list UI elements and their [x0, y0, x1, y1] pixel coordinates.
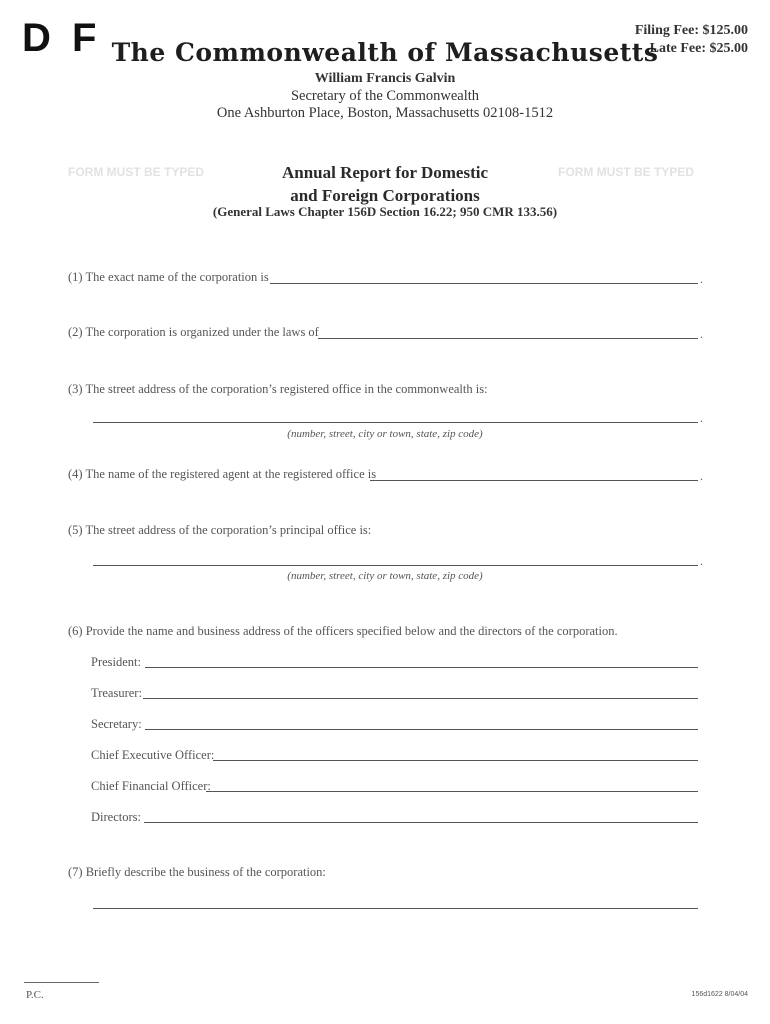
secretary-label: Secretary:	[91, 717, 142, 731]
q2-label: (2) The corporation is organized under the laws of	[68, 325, 319, 339]
q2-field[interactable]	[318, 338, 698, 339]
president-label: President:	[91, 655, 141, 669]
q4-label: (4) The name of the registered agent at the registered office is	[68, 467, 377, 481]
form-title-line1: Annual Report for Domestic	[281, 163, 489, 182]
q2-period: .	[700, 327, 703, 341]
q3-caption: (number, street, city or town, state, zip code)	[287, 428, 483, 440]
statute-citation: (General Laws Chapter 156D Section 16.22; 950 CMR 133.56)	[212, 204, 558, 219]
late-fee: Late Fee: $25.00	[649, 41, 748, 56]
secretary-name: William Francis Galvin	[314, 71, 456, 86]
q3-period: .	[700, 411, 703, 425]
directors-label: Directors:	[91, 810, 141, 824]
q5-caption: (number, street, city or town, state, zip code)	[287, 570, 483, 582]
q5-field[interactable]	[93, 565, 698, 566]
q4-field[interactable]	[370, 480, 698, 481]
form-code: D F	[22, 16, 102, 60]
q1-period: .	[700, 272, 703, 286]
q7-field[interactable]	[93, 908, 698, 909]
treasurer-label: Treasurer:	[91, 686, 142, 700]
q5-period: .	[700, 554, 703, 568]
q1-label: (1) The exact name of the corporation is	[68, 270, 269, 284]
president-field[interactable]	[145, 667, 698, 668]
filing-fee: Filing Fee: $125.00	[634, 23, 748, 38]
form-id: 156d1622 8/04/04	[691, 991, 748, 998]
directors-field[interactable]	[144, 822, 698, 823]
treasurer-field[interactable]	[143, 698, 698, 699]
secretary-field[interactable]	[145, 729, 698, 730]
pc-label: P.C.	[26, 989, 44, 1001]
cfo-field[interactable]	[206, 791, 698, 792]
q4-period: .	[700, 469, 703, 483]
q7-label: (7) Briefly describe the business of the corporation:	[68, 865, 326, 879]
q6-label: (6) Provide the name and business address of the officers specified below and the directors of the corporation.	[68, 624, 618, 638]
form-title	[0, 161, 770, 207]
ceo-field[interactable]	[213, 760, 698, 761]
q1-field[interactable]	[270, 283, 698, 284]
q3-label: (3) The street address of the corporation’s registered office in the commonwealth is:	[68, 382, 488, 396]
form-title-line2: and Foreign Corporations	[290, 186, 480, 205]
secretary-title: Secretary of the Commonwealth	[290, 87, 480, 104]
form-must-be-typed-right: FORM MUST BE TYPED	[558, 165, 695, 179]
cfo-label: Chief Financial Officer:	[91, 779, 211, 793]
pc-divider	[24, 982, 99, 983]
form-must-be-typed-left: FORM MUST BE TYPED	[68, 165, 205, 179]
ceo-label: Chief Executive Officer:	[91, 748, 215, 762]
secretary-block	[0, 70, 770, 123]
commonwealth-title: The Commonwealth of Massachusetts	[111, 38, 659, 67]
office-address: One Ashburton Place, Boston, Massachusetts 02108-1512	[216, 105, 554, 121]
q3-field[interactable]	[93, 422, 698, 423]
q5-label: (5) The street address of the corporation’s principal office is:	[68, 523, 372, 537]
